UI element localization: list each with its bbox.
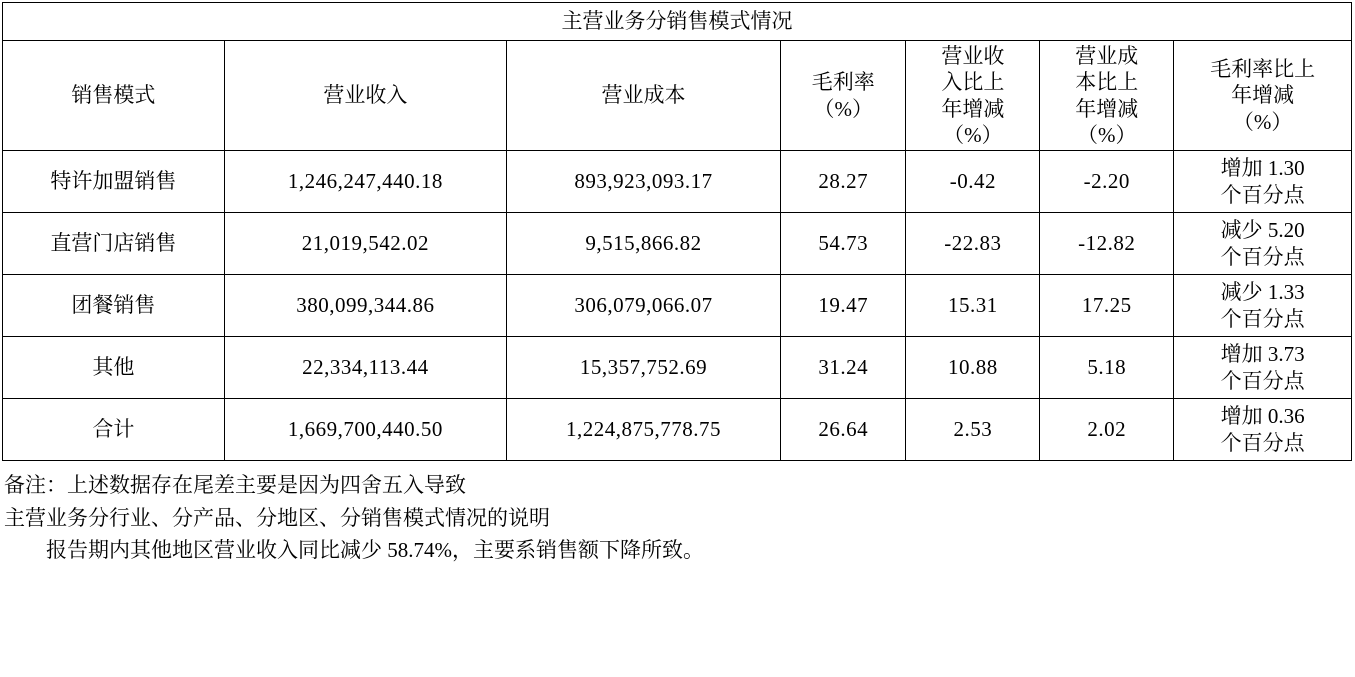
header-gross-margin-line1: 毛利率 bbox=[811, 70, 875, 95]
cell-revenue-yoy: 2.53 bbox=[906, 399, 1040, 461]
cell-cost: 9,515,866.82 bbox=[507, 213, 781, 275]
cell-sales-mode: 团餐销售 bbox=[3, 275, 225, 337]
cell-sales-mode: 直营门店销售 bbox=[3, 213, 225, 275]
cell-cost: 1,224,875,778.75 bbox=[507, 399, 781, 461]
header-revenue-yoy-line2: 入比上 bbox=[941, 70, 1005, 95]
header-revenue-yoy-line3: 年增减 bbox=[941, 96, 1005, 121]
cell-revenue-yoy: -22.83 bbox=[906, 213, 1040, 275]
table-row bbox=[3, 275, 1352, 337]
cell-cost: 893,923,093.17 bbox=[507, 151, 781, 213]
cell-gross-margin-yoy-line1: 增加 1.30 bbox=[1220, 156, 1305, 181]
header-gross-margin bbox=[780, 41, 905, 151]
cell-sales-mode: 特许加盟销售 bbox=[3, 151, 225, 213]
cell-gross-margin-yoy bbox=[1174, 399, 1352, 461]
header-cost-yoy-line4: （%） bbox=[1076, 122, 1137, 147]
cell-revenue: 380,099,344.86 bbox=[224, 275, 506, 337]
cell-gross-margin: 19.47 bbox=[780, 275, 905, 337]
cell-gross-margin-yoy bbox=[1174, 337, 1352, 399]
cell-gross-margin-yoy bbox=[1174, 151, 1352, 213]
header-revenue-yoy bbox=[906, 41, 1040, 151]
table-title: 主营业务分销售模式情况 bbox=[3, 3, 1352, 41]
cell-gross-margin-yoy-line1: 增加 3.73 bbox=[1220, 342, 1305, 367]
cell-revenue: 1,246,247,440.18 bbox=[224, 151, 506, 213]
cell-cost-yoy: 2.02 bbox=[1040, 399, 1174, 461]
header-gross-margin-yoy-line2: 年增减 bbox=[1231, 83, 1295, 108]
cell-gross-margin-yoy bbox=[1174, 275, 1352, 337]
cell-cost: 15,357,752.69 bbox=[507, 337, 781, 399]
note-remark: 备注：上述数据存在尾差主要是因为四舍五入导致 bbox=[4, 473, 466, 497]
note-section-title: 主营业务分行业、分产品、分地区、分销售模式情况的说明 bbox=[4, 505, 550, 530]
cell-gross-margin-yoy-line2: 个百分点 bbox=[1220, 306, 1305, 331]
header-cost-yoy-line2: 本比上 bbox=[1075, 70, 1139, 95]
header-gross-margin-yoy bbox=[1174, 41, 1352, 151]
table-row bbox=[3, 213, 1352, 275]
cell-gross-margin: 28.27 bbox=[780, 151, 905, 213]
cell-gross-margin: 31.24 bbox=[780, 337, 905, 399]
main-business-sales-mode-table bbox=[2, 2, 1352, 461]
cell-sales-mode: 合计 bbox=[3, 399, 225, 461]
header-revenue-yoy-line1: 营业收 bbox=[941, 44, 1005, 68]
table-header-row bbox=[3, 41, 1352, 151]
header-gross-margin-yoy-line3: （%） bbox=[1232, 109, 1293, 134]
cell-revenue-yoy: 10.88 bbox=[906, 337, 1040, 399]
cell-cost: 306,079,066.07 bbox=[507, 275, 781, 337]
cell-sales-mode: 其他 bbox=[3, 337, 225, 399]
table-row-total bbox=[3, 399, 1352, 461]
cell-gross-margin-yoy-line1: 增加 0.36 bbox=[1220, 404, 1305, 429]
header-gross-margin-line2: （%） bbox=[813, 96, 873, 121]
notes-block bbox=[4, 469, 1355, 567]
cell-gross-margin-yoy-line2: 个百分点 bbox=[1220, 182, 1305, 207]
header-cost: 营业成本 bbox=[507, 41, 781, 151]
note-detail: 报告期内其他地区营业收入同比减少 58.74%，主要系销售额下降所致。 bbox=[46, 538, 704, 563]
document-page bbox=[0, 2, 1355, 677]
cell-cost-yoy: 17.25 bbox=[1040, 275, 1174, 337]
cell-revenue: 21,019,542.02 bbox=[224, 213, 506, 275]
cell-gross-margin: 26.64 bbox=[780, 399, 905, 461]
cell-gross-margin-yoy-line2: 个百分点 bbox=[1220, 430, 1305, 455]
cell-cost-yoy: 5.18 bbox=[1040, 337, 1174, 399]
cell-gross-margin-yoy-line2: 个百分点 bbox=[1220, 244, 1305, 269]
cell-cost-yoy: -2.20 bbox=[1040, 151, 1174, 213]
table-row bbox=[3, 337, 1352, 399]
header-sales-mode: 销售模式 bbox=[3, 41, 225, 151]
cell-gross-margin-yoy bbox=[1174, 213, 1352, 275]
cell-gross-margin: 54.73 bbox=[780, 213, 905, 275]
cell-gross-margin-yoy-line2: 个百分点 bbox=[1220, 368, 1305, 393]
header-revenue-yoy-line4: （%） bbox=[943, 122, 1003, 147]
cell-cost-yoy: -12.82 bbox=[1040, 213, 1174, 275]
header-revenue: 营业收入 bbox=[224, 41, 506, 151]
cell-revenue: 22,334,113.44 bbox=[224, 337, 506, 399]
header-cost-yoy-line3: 年增减 bbox=[1075, 96, 1139, 121]
cell-gross-margin-yoy-line1: 减少 1.33 bbox=[1220, 280, 1305, 305]
header-gross-margin-yoy-line1: 毛利率比上 bbox=[1210, 57, 1316, 82]
cell-gross-margin-yoy-line1: 减少 5.20 bbox=[1220, 218, 1305, 243]
header-cost-yoy-line1: 营业成 bbox=[1075, 44, 1139, 68]
cell-revenue: 1,669,700,440.50 bbox=[224, 399, 506, 461]
cell-revenue-yoy: 15.31 bbox=[906, 275, 1040, 337]
header-cost-yoy bbox=[1040, 41, 1174, 151]
table-title-row bbox=[3, 3, 1352, 41]
cell-revenue-yoy: -0.42 bbox=[906, 151, 1040, 213]
table-row bbox=[3, 151, 1352, 213]
